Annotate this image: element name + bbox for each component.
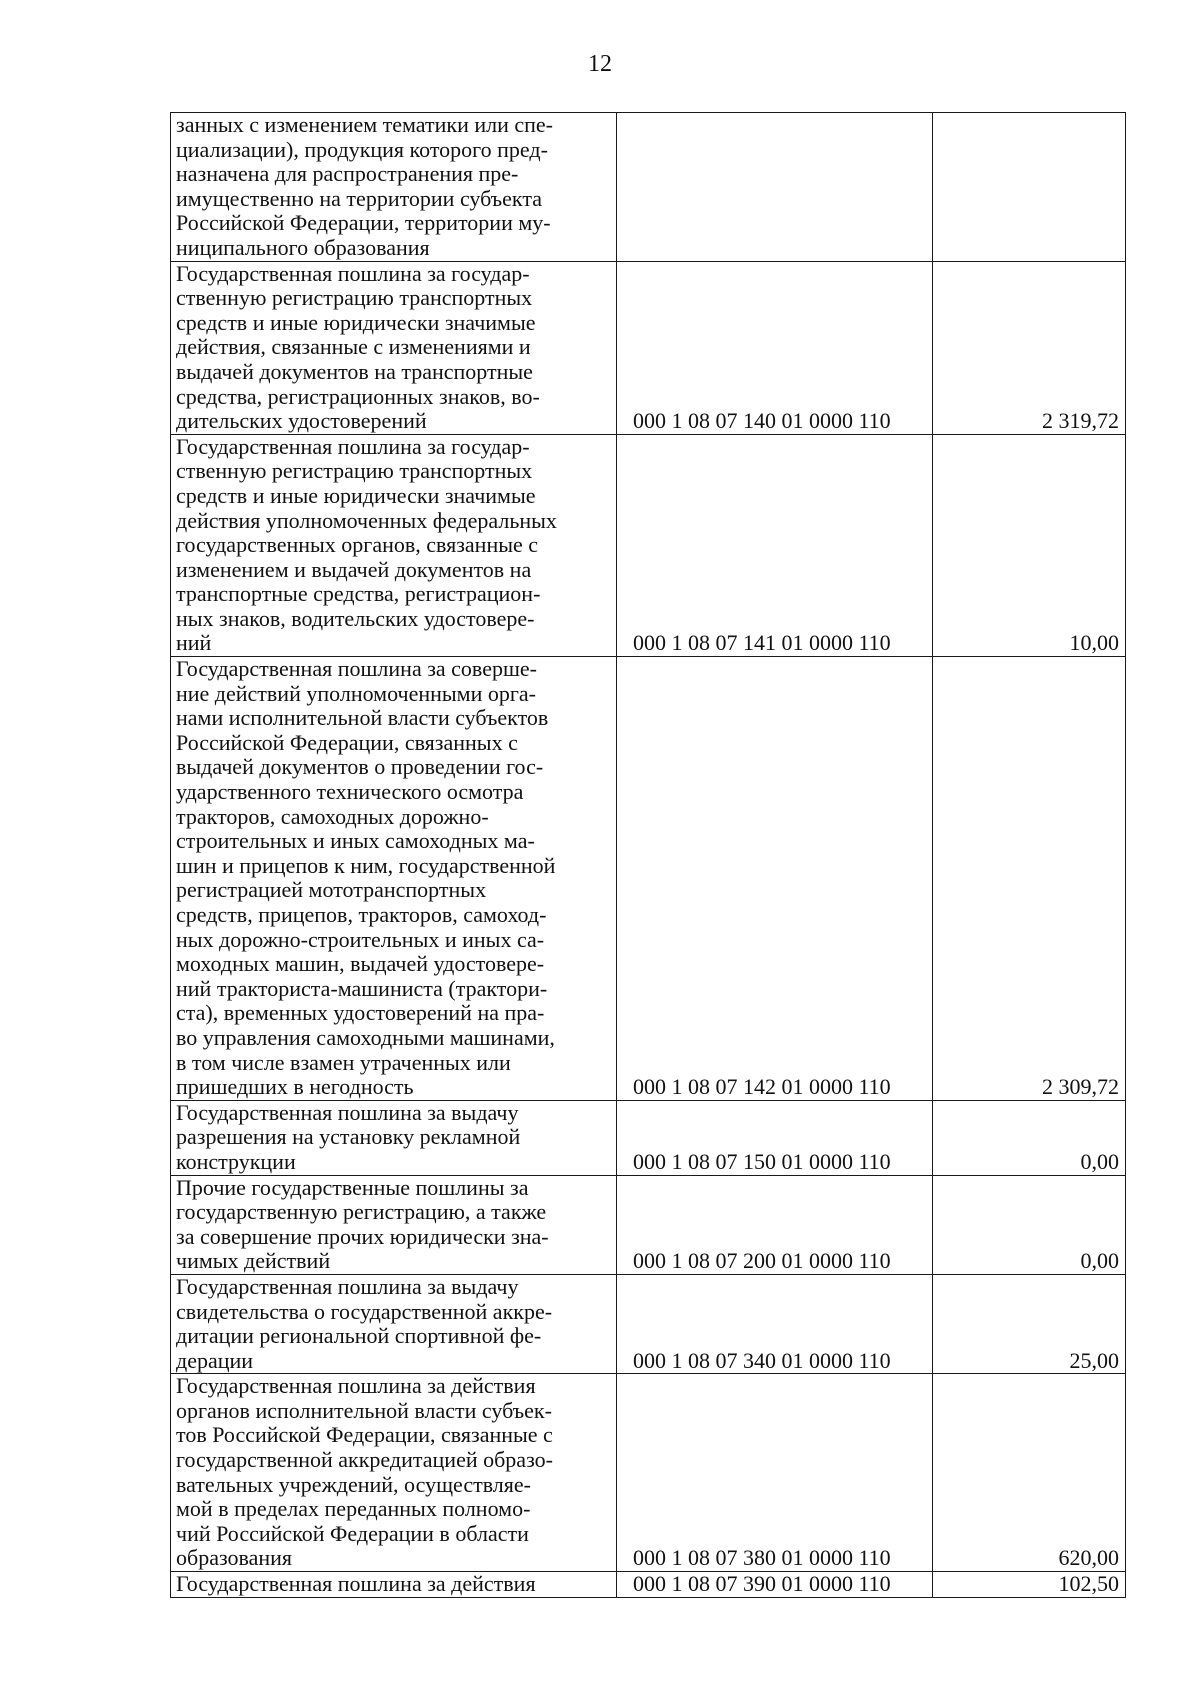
fee-amount [933, 113, 1126, 262]
fee-description: Государственная пошлина за государ- ственную регистрацию транспортных средств и иные юридически значимые действия уполномоченных федеральных государственных органов, связанные с изменением и выдачей документов на транспортные средства, регистрацион- ных знаков, водительских удостовере- ний [171, 434, 617, 656]
table-row [171, 434, 1126, 656]
fee-amount: 2 319,72 [933, 261, 1126, 434]
fee-description: Государственная пошлина за выдачу разрешения на установку рекламной конструкции [171, 1100, 617, 1175]
budget-code: 000 1 08 07 150 01 0000 110 [617, 1100, 933, 1175]
budget-code: 000 1 08 07 141 01 0000 110 [617, 434, 933, 656]
fee-amount: 620,00 [933, 1374, 1126, 1572]
table-row [171, 113, 1126, 262]
budget-code: 000 1 08 07 142 01 0000 110 [617, 657, 933, 1101]
table-row [171, 1175, 1126, 1274]
fee-description: Государственная пошлина за выдачу свидетельства о государственной аккре- дитации региональной спортивной фе- дерации [171, 1274, 617, 1373]
table-row [171, 261, 1126, 434]
budget-code: 000 1 08 07 340 01 0000 110 [617, 1274, 933, 1373]
fee-amount: 10,00 [933, 434, 1126, 656]
table-row [171, 657, 1126, 1101]
fee-table [170, 112, 1126, 1598]
table-row [171, 1572, 1126, 1598]
fee-amount: 0,00 [933, 1175, 1126, 1274]
budget-code [617, 113, 933, 262]
table-row [171, 1374, 1126, 1572]
fee-description: Государственная пошлина за государ- ственную регистрацию транспортных средств и иные юридически значимые действия, связанные с изменениями и выдачей документов на транспортные средства, регистрационных знаков, во- дительских удостоверений [171, 261, 617, 434]
budget-code: 000 1 08 07 380 01 0000 110 [617, 1374, 933, 1572]
fee-amount: 2 309,72 [933, 657, 1126, 1101]
budget-code: 000 1 08 07 390 01 0000 110 [617, 1572, 933, 1598]
budget-code: 000 1 08 07 140 01 0000 110 [617, 261, 933, 434]
table-row [171, 1100, 1126, 1175]
fee-amount: 102,50 [933, 1572, 1126, 1598]
fee-description: Государственная пошлина за действия [171, 1572, 617, 1598]
fee-amount: 0,00 [933, 1100, 1126, 1175]
fee-description: Государственная пошлина за действия органов исполнительной власти субъек- тов Российской Федерации, связанные с государственной аккредитацией образо- вательных учреждений, осуществляе- мой в пределах переданных полномо- чий Российской Федерации в области образования [171, 1374, 617, 1572]
fee-amount: 25,00 [933, 1274, 1126, 1373]
fee-description: Государственная пошлина за соверше- ние действий уполномоченными орга- нами исполнительной власти субъектов Российской Федерации, связанных с выдачей документов о проведении гос- ударственного технического осмотра тракторов, самоходных дорожно- строительных и иных самоходных ма- шин и прицепов к ним, государственной регистрацией мототранспортных средств, прицепов, тракторов, самоход- ных дорожно-строительных и иных са- моходных машин, выдачей удостовере- ний тракториста-машиниста (трактори- ста), временных удостоверений на пра- во управления самоходными машинами, в том числе взамен утраченных или пришедших в негодность [171, 657, 617, 1101]
fee-description: Прочие государственные пошлины за государственную регистрацию, а также за совершение прочих юридически зна- чимых действий [171, 1175, 617, 1274]
page-number: 12 [588, 51, 612, 77]
fee-description: занных с изменением тематики или спе- циализации), продукция которого пред- назначена для распространения пре- имущественно на территории субъекта Российской Федерации, территории му- ниципального образования [171, 113, 617, 262]
table-row [171, 1274, 1126, 1373]
budget-code: 000 1 08 07 200 01 0000 110 [617, 1175, 933, 1274]
